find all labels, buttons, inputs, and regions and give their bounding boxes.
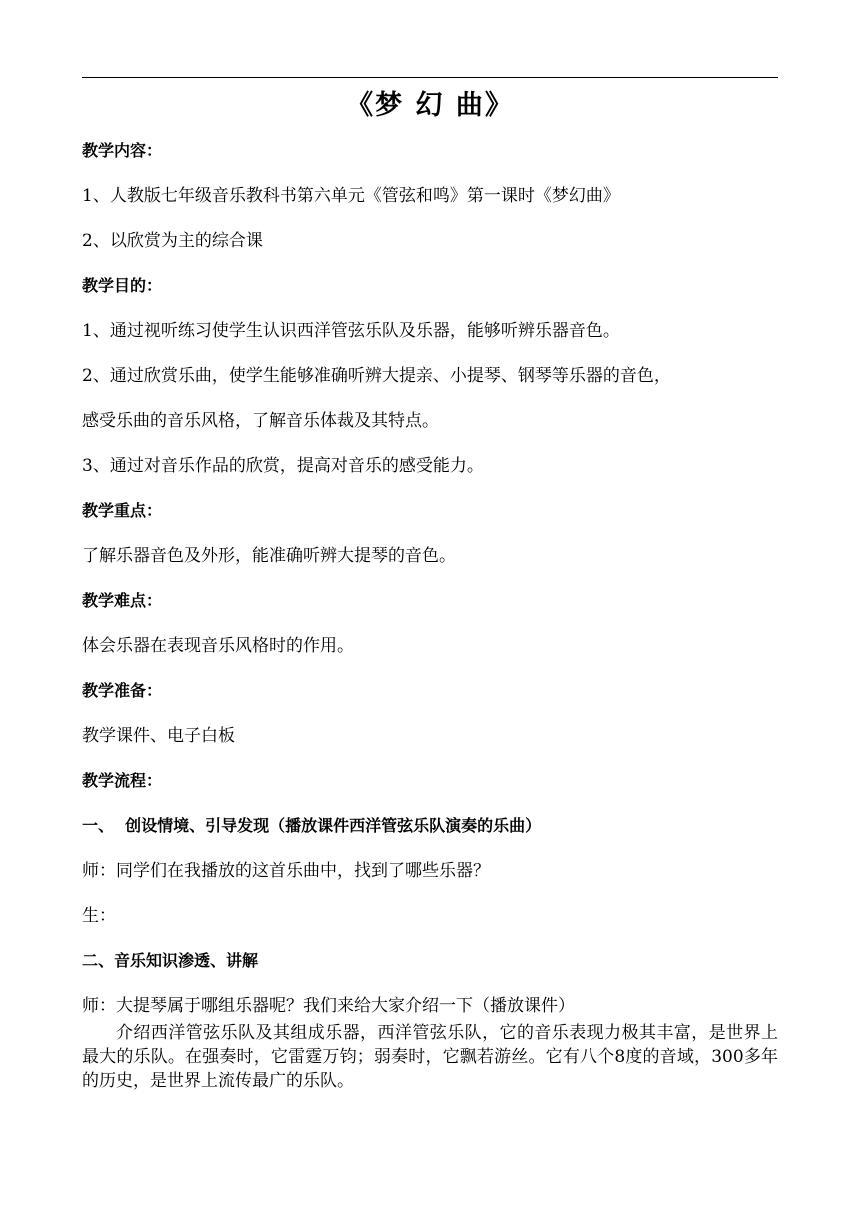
student-line-1: 生： (82, 906, 116, 926)
process-step-2: 二、音乐知识渗透、讲解 (82, 951, 259, 970)
preparation-item: 教学课件、电子白板 (82, 726, 235, 746)
content-item-1: 1、人教版七年级音乐教科书第六单元《管弦和鸣》第一课时《梦幻曲》 (82, 186, 620, 206)
intro-paragraph: 介绍西洋管弦乐队及其组成乐器，西洋管弦乐队，它的音乐表现力极其丰富，是世界上最大的乐队。在强奏时，它雷霆万钧；弱奏时，它飘若游丝。它有八个8度的音域，300多年的历史，是世界上流传最广的乐队。 (82, 1023, 778, 1091)
heading-teaching-goals: 教学目的： (82, 276, 163, 295)
heading-key-points: 教学重点： (82, 501, 163, 520)
heading-preparation: 教学准备： (82, 681, 163, 700)
heading-difficulties: 教学难点： (82, 591, 163, 610)
goal-item-1: 1、通过视听练习使学生认识西洋管弦乐队及乐器，能够听辨乐器音色。 (82, 321, 620, 341)
heading-teaching-process: 教学流程： (82, 771, 163, 790)
goal-item-2-line-2: 感受乐曲的音乐风格，了解音乐体裁及其特点。 (82, 411, 439, 431)
header-rule (82, 77, 778, 78)
goal-item-2-line-1: 2、通过欣赏乐曲，使学生能够准确听辨大提亲、小提琴、钢琴等乐器的音色， (82, 366, 671, 386)
heading-teaching-content: 教学内容： (82, 141, 163, 160)
teacher-line-1: 师：同学们在我播放的这首乐曲中，找到了哪些乐器？ (82, 861, 490, 881)
process-step-1: 一、 创设情境、引导发现（播放课件西洋管弦乐队演奏的乐曲） (82, 816, 542, 835)
teacher-line-2: 师：大提琴属于哪组乐器呢？我们来给大家介绍一下（播放课件） (82, 996, 575, 1016)
difficulty-item: 体会乐器在表现音乐风格时的作用。 (82, 636, 354, 656)
content-item-2: 2、以欣赏为主的综合课 (82, 231, 263, 251)
key-point-item: 了解乐器音色及外形，能准确听辨大提琴的音色。 (82, 546, 456, 566)
page-title: 《梦 幻 曲》 (346, 90, 514, 121)
goal-item-3: 3、通过对音乐作品的欣赏，提高对音乐的感受能力。 (82, 456, 484, 476)
